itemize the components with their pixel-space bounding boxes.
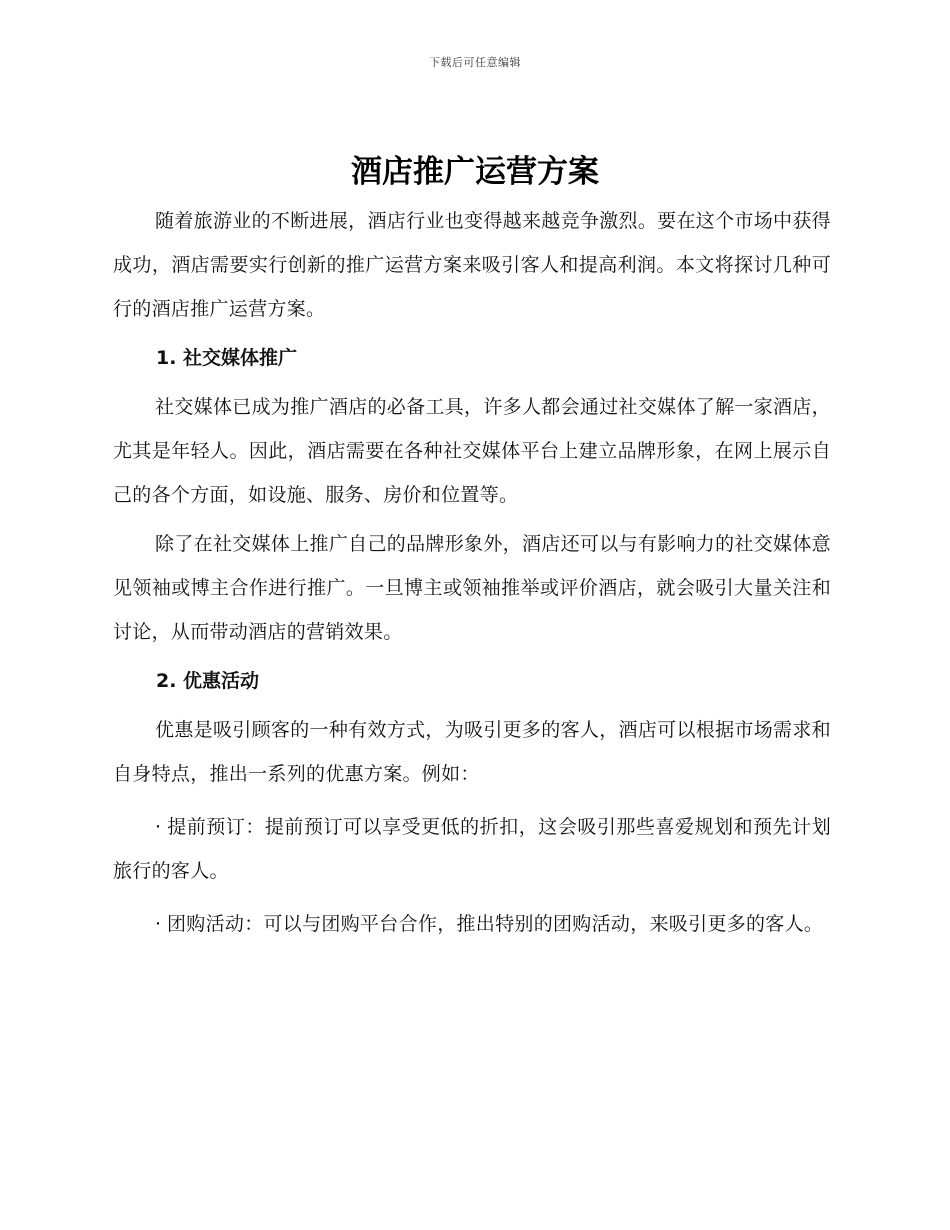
- intro-paragraph: 随着旅游业的不断进展，酒店行业也变得越来越竞争激烈。要在这个市场中获得成功，酒店需要实行创新的推广运营方案来吸引客人和提高利润。本文将探讨几种可行的酒店推广运营方案。: [113, 210, 831, 320]
- document-body: [113, 199, 831, 946]
- section-heading-promotions: 2. 优惠活动: [156, 670, 260, 692]
- bullet-text: 提前预订：提前预订可以享受更低的折扣，这会吸引那些喜爱规划和预先计划旅行的客人。: [113, 816, 831, 882]
- document-title: 酒店推广运营方案: [351, 154, 599, 190]
- bullet-group-buying: [113, 902, 831, 946]
- social-media-paragraph-1: 社交媒体已成为推广酒店的必备工具，许多人都会通过社交媒体了解一家酒店，尤其是年轻人。因此，酒店需要在各种社交媒体平台上建立品牌形象，在网上展示自己的各个方面，如设施、服务、房价和位置等。: [113, 396, 831, 506]
- section-heading-social-media: 1. 社交媒体推广: [156, 347, 298, 369]
- promotions-paragraph: 优惠是吸引顾客的一种有效方式，为吸引更多的客人，酒店可以根据市场需求和自身特点，推出一系列的优惠方案。例如：: [113, 719, 831, 785]
- bullet-early-booking: [113, 805, 831, 893]
- bullet-mark: ·: [155, 913, 162, 935]
- social-media-paragraph-2: 除了在社交媒体上推广自己的品牌形象外，酒店还可以与有影响力的社交媒体意见领袖或博主合作进行推广。一旦博主或领袖推举或评价酒店，就会吸引大量关注和讨论，从而带动酒店的营销效果。: [113, 533, 831, 643]
- bullet-text: 团购活动：可以与团购平台合作，推出特别的团购活动，来吸引更多的客人。: [167, 913, 824, 935]
- header-note: 下载后可任意编辑: [429, 56, 521, 69]
- bullet-mark: ·: [155, 816, 162, 838]
